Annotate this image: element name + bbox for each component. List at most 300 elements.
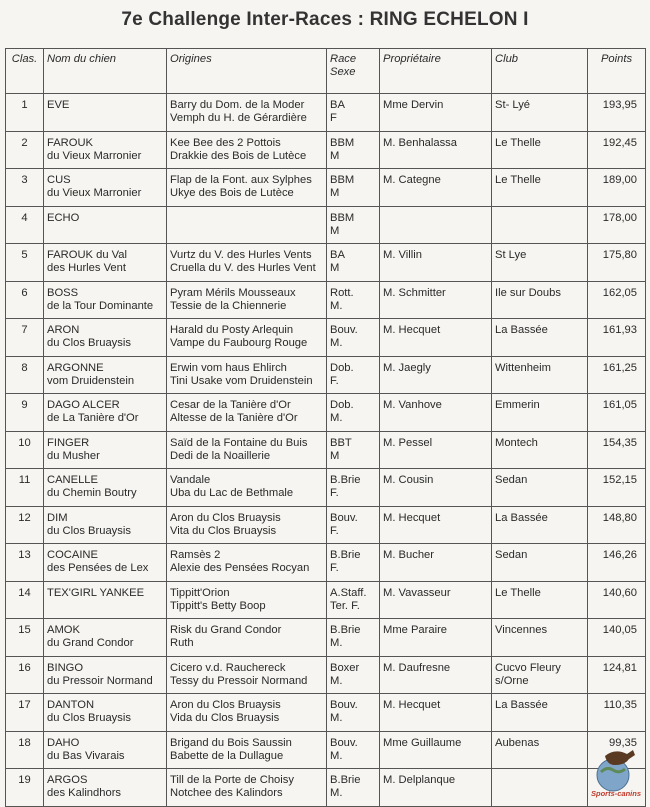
cell-nom — [44, 394, 167, 432]
cell-race-sexe-line-1: Bouv. — [330, 511, 358, 524]
cell-clas — [6, 469, 44, 507]
cell-origines — [167, 244, 327, 282]
cell-clas-line-1: 4 — [21, 211, 28, 224]
cell-points — [588, 394, 646, 432]
cell-points-line-1: 161,25 — [602, 361, 637, 374]
cell-origines-line-1: Harald du Posty Arlequin — [170, 324, 294, 336]
cell-proprietaire — [380, 581, 492, 619]
cell-proprietaire-line-1: M. Bucher — [383, 549, 434, 561]
cell-club — [492, 356, 588, 394]
cell-race-sexe-line-1: A.Staff. — [330, 586, 367, 599]
cell-club — [492, 581, 588, 619]
cell-race-sexe — [327, 94, 380, 132]
cell-points — [588, 356, 646, 394]
cell-points-line-1: 189,00 — [602, 174, 637, 186]
cell-points-line-1: 110,35 — [603, 699, 637, 711]
cell-clas — [6, 394, 44, 432]
cell-race-sexe-line-2: M — [330, 262, 340, 274]
cell-nom — [44, 206, 167, 244]
cell-club-line-1: Cucvo Fleury — [495, 661, 561, 674]
cell-club — [492, 206, 588, 244]
cell-clas-line-1: 16 — [18, 661, 31, 674]
cell-nom — [44, 281, 167, 319]
cell-origines — [167, 94, 327, 132]
cell-nom-line-1: BINGO — [47, 661, 84, 674]
cell-club — [492, 244, 588, 282]
cell-proprietaire-line-1: M. Daufresne — [383, 661, 451, 674]
cell-race-sexe — [327, 469, 380, 507]
table-row — [6, 619, 646, 657]
cell-nom — [44, 131, 167, 169]
cell-origines-line-2: Tessy du Pressoir Normand — [170, 674, 308, 687]
cell-origines-line-2: Altesse de la Tanière d'Or — [170, 412, 298, 424]
cell-proprietaire-line-1: M. Delplanque — [383, 774, 456, 786]
cell-race-sexe — [327, 656, 380, 694]
cell-race-sexe-line-1: B.Brie — [330, 474, 361, 486]
cell-club — [492, 469, 588, 507]
cell-origines-line-2: Vampe du Faubourg Rouge — [170, 337, 308, 349]
cell-origines-line-1: Tippitt'Orion — [170, 586, 230, 599]
cell-points — [588, 619, 646, 657]
cell-origines-line-2: Tessie de la Chiennerie — [170, 299, 287, 312]
cell-clas — [6, 694, 44, 732]
cell-origines — [167, 694, 327, 732]
cell-points — [588, 131, 646, 169]
cell-clas-line-1: 11 — [18, 474, 31, 486]
cell-clas-line-1: 15 — [18, 624, 31, 636]
cell-race-sexe — [327, 506, 380, 544]
cell-nom-line-1: COCAINE — [47, 549, 98, 561]
cell-race-sexe-line-2: M — [330, 149, 340, 162]
header-club: Club — [492, 49, 588, 94]
cell-nom — [44, 469, 167, 507]
cell-club — [492, 394, 588, 432]
cell-club-line-1: Le Thelle — [495, 174, 541, 186]
cell-nom-line-2: des Hurles Vent — [47, 262, 126, 274]
cell-clas-line-1: 19 — [18, 774, 31, 786]
cell-club — [492, 769, 588, 807]
cell-nom-line-2: des Pensées de Lex — [47, 562, 149, 574]
cell-origines-line-2: Drakkie des Bois de Lutèce — [170, 149, 307, 162]
header-points: Points — [588, 49, 646, 94]
cell-club-line-1: Emmerin — [495, 399, 540, 411]
cell-club-line-1: Vincennes — [495, 624, 548, 636]
cell-race-sexe-line-1: Bouv. — [330, 736, 358, 749]
cell-proprietaire — [380, 656, 492, 694]
cell-origines-line-2: Vemph du H. de Gérardière — [170, 112, 307, 124]
cell-proprietaire-line-1: M. Jaegly — [383, 361, 431, 374]
cell-proprietaire — [380, 394, 492, 432]
header-race: Race — [330, 53, 357, 65]
cell-nom-line-2: du Pressoir Normand — [47, 674, 153, 687]
cell-origines-line-2: Vita du Clos Bruaysis — [170, 524, 277, 537]
cell-proprietaire — [380, 694, 492, 732]
cell-origines-line-2: Tippitt's Betty Boop — [170, 599, 266, 612]
cell-clas — [6, 656, 44, 694]
cell-nom — [44, 319, 167, 357]
cell-nom — [44, 619, 167, 657]
cell-clas — [6, 244, 44, 282]
cell-clas — [6, 769, 44, 807]
cell-points-line-1: 192,45 — [602, 136, 637, 149]
cell-race-sexe-line-2: M. — [330, 787, 343, 799]
cell-race-sexe — [327, 694, 380, 732]
cell-race-sexe-line-2: F. — [330, 562, 339, 574]
cell-points-line-1: 140,60 — [602, 586, 637, 599]
cell-proprietaire-line-1: M. Hecquet — [383, 511, 441, 524]
table-row — [6, 469, 646, 507]
cell-nom — [44, 431, 167, 469]
cell-race-sexe-line-2: M. — [330, 674, 343, 687]
cell-clas-line-1: 13 — [18, 549, 31, 561]
cell-race-sexe — [327, 244, 380, 282]
cell-origines-line-2: Dedi de la Noaillerie — [170, 449, 271, 462]
cell-race-sexe-line-2: Ter. F. — [330, 599, 360, 612]
cell-race-sexe — [327, 131, 380, 169]
cell-race-sexe-line-2: F. — [330, 487, 339, 499]
cell-nom-line-1: TEX'GIRL YANKEE — [47, 586, 145, 599]
cell-origines-line-2: Tini Usake vom Druidenstein — [170, 374, 313, 387]
cell-nom-line-1: DANTON — [47, 699, 95, 711]
cell-club-line-1: Montech — [495, 436, 538, 449]
cell-club-line-1: Wittenheim — [495, 361, 551, 374]
cell-proprietaire — [380, 281, 492, 319]
table-row — [6, 394, 646, 432]
cell-origines-line-1: Ramsès 2 — [170, 549, 221, 561]
cell-race-sexe-line-1: Dob. — [330, 361, 354, 374]
cell-nom-line-1: ARGOS — [47, 774, 88, 786]
cell-proprietaire-line-1: M. Vavasseur — [383, 586, 451, 599]
cell-race-sexe — [327, 319, 380, 357]
cell-race-sexe-line-2: M. — [330, 412, 343, 424]
cell-proprietaire — [380, 431, 492, 469]
cell-clas — [6, 169, 44, 207]
cell-proprietaire-line-1: Mme Dervin — [383, 99, 444, 111]
header-sexe: Sexe — [330, 66, 356, 78]
cell-points-line-1: 162,05 — [602, 286, 637, 299]
cell-clas — [6, 131, 44, 169]
cell-origines-line-1: Vandale — [170, 474, 211, 486]
cell-nom-line-2: du Clos Bruaysis — [47, 524, 131, 537]
cell-points — [588, 431, 646, 469]
cell-race-sexe — [327, 619, 380, 657]
cell-nom — [44, 244, 167, 282]
cell-nom-line-1: EVE — [47, 99, 70, 111]
cell-race-sexe-line-1: BA — [330, 249, 345, 261]
cell-points — [588, 694, 646, 732]
cell-clas — [6, 319, 44, 357]
cell-club — [492, 131, 588, 169]
cell-race-sexe-line-1: BBM — [330, 174, 355, 186]
cell-points — [588, 506, 646, 544]
cell-points — [588, 281, 646, 319]
cell-points — [588, 244, 646, 282]
cell-race-sexe — [327, 544, 380, 582]
cell-race-sexe-line-1: B.Brie — [330, 549, 361, 561]
cell-club — [492, 544, 588, 582]
cell-proprietaire — [380, 206, 492, 244]
cell-nom-line-2: de la Tour Dominante — [47, 299, 154, 312]
cell-points-line-1: 124,81 — [602, 661, 637, 674]
cell-nom-line-2: vom Druidenstein — [47, 374, 135, 387]
cell-clas — [6, 281, 44, 319]
cell-race-sexe — [327, 731, 380, 769]
cell-clas-line-1: 8 — [21, 361, 28, 374]
cell-nom-line-1: FAROUK — [47, 136, 94, 149]
table-row — [6, 319, 646, 357]
cell-proprietaire-line-1: M. Hecquet — [383, 699, 441, 711]
table-row — [6, 656, 646, 694]
cell-proprietaire-line-1: Mme Guillaume — [383, 736, 462, 749]
results-table — [5, 48, 646, 807]
cell-race-sexe-line-1: BBT — [330, 436, 352, 449]
table-row — [6, 281, 646, 319]
table-row — [6, 769, 646, 807]
cell-club-line-1: St- Lyé — [495, 99, 531, 111]
cell-race-sexe-line-1: BA — [330, 99, 345, 111]
cell-nom-line-2: des Kalindhors — [47, 787, 122, 799]
cell-race-sexe-line-2: F. — [330, 524, 339, 537]
cell-points-line-1: 161,93 — [602, 324, 637, 336]
table-row — [6, 544, 646, 582]
cell-club-line-1: Sedan — [495, 549, 528, 561]
cell-points-line-1: 161,05 — [602, 399, 637, 411]
cell-proprietaire — [380, 506, 492, 544]
cell-origines — [167, 619, 327, 657]
cell-clas-line-1: 5 — [21, 249, 28, 261]
page-title: 7e Challenge Inter-Races : RING ECHELON I — [121, 9, 529, 30]
cell-nom-line-1: BOSS — [47, 286, 79, 299]
cell-race-sexe-line-1: BBM — [330, 211, 355, 224]
cell-club — [492, 619, 588, 657]
cell-club-line-1: Ile sur Doubs — [495, 286, 561, 299]
cell-club — [492, 94, 588, 132]
cell-race-sexe — [327, 356, 380, 394]
table-row — [6, 169, 646, 207]
cell-club-line-1: St Lye — [495, 249, 527, 261]
cell-origines-line-1: Barry du Dom. de la Moder — [170, 99, 305, 111]
cell-clas-line-1: 18 — [18, 736, 31, 749]
cell-proprietaire — [380, 469, 492, 507]
cell-clas-line-1: 6 — [21, 286, 28, 299]
cell-club — [492, 319, 588, 357]
header-clas: Clas. — [6, 49, 44, 94]
cell-nom — [44, 544, 167, 582]
cell-proprietaire-line-1: M. Vanhove — [383, 399, 442, 411]
cell-clas — [6, 544, 44, 582]
cell-nom-line-1: ECHO — [47, 211, 80, 224]
table-row — [6, 694, 646, 732]
cell-clas — [6, 94, 44, 132]
cell-nom-line-2: de La Tanière d'Or — [47, 412, 139, 424]
table-row — [6, 506, 646, 544]
cell-proprietaire — [380, 356, 492, 394]
cell-origines-line-1: Saïd de la Fontaine du Buis — [170, 436, 308, 449]
cell-nom — [44, 769, 167, 807]
cell-origines-line-2: Uba du Lac de Bethmale — [170, 487, 294, 499]
cell-club-line-1: Le Thelle — [495, 136, 541, 149]
cell-nom — [44, 581, 167, 619]
table-row — [6, 581, 646, 619]
cell-race-sexe — [327, 206, 380, 244]
cell-origines — [167, 469, 327, 507]
cell-club — [492, 506, 588, 544]
cell-clas — [6, 731, 44, 769]
cell-points — [588, 169, 646, 207]
cell-origines-line-2: Notchee des Kalindors — [170, 787, 283, 799]
cell-nom-line-2: du Grand Condor — [47, 637, 134, 649]
cell-race-sexe-line-2: M — [330, 449, 340, 462]
cell-race-sexe-line-1: Boxer — [330, 661, 360, 674]
cell-race-sexe-line-2: F — [330, 112, 337, 124]
header-race-sexe — [327, 49, 380, 94]
cell-clas-line-1: 12 — [18, 511, 31, 524]
table-row — [6, 131, 646, 169]
cell-nom — [44, 94, 167, 132]
cell-club — [492, 431, 588, 469]
cell-race-sexe-line-2: M — [330, 187, 340, 199]
header-nom: Nom du chien — [44, 49, 167, 94]
cell-clas — [6, 431, 44, 469]
cell-points — [588, 581, 646, 619]
cell-origines — [167, 281, 327, 319]
cell-proprietaire — [380, 731, 492, 769]
cell-origines — [167, 319, 327, 357]
cell-origines — [167, 581, 327, 619]
cell-origines — [167, 656, 327, 694]
cell-clas-line-1: 1 — [21, 99, 28, 111]
cell-origines — [167, 731, 327, 769]
cell-proprietaire-line-1: M. Categne — [383, 174, 441, 186]
cell-points — [588, 469, 646, 507]
cell-nom — [44, 356, 167, 394]
table-header-row — [6, 49, 646, 94]
cell-nom-line-2: du Clos Bruaysis — [47, 712, 131, 724]
cell-origines-line-1: Aron du Clos Bruaysis — [170, 699, 281, 711]
header-origines: Origines — [167, 49, 327, 94]
cell-race-sexe-line-2: M. — [330, 299, 343, 312]
cell-origines-line-2: Cruella du V. des Hurles Vent — [170, 262, 316, 274]
cell-origines — [167, 356, 327, 394]
cell-proprietaire — [380, 619, 492, 657]
sports-canins-logo — [587, 742, 645, 798]
cell-nom-line-1: ARON — [47, 324, 80, 336]
cell-proprietaire — [380, 319, 492, 357]
cell-origines-line-1: Flap de la Font. aux Sylphes — [170, 174, 312, 186]
cell-points-line-1: 140,05 — [602, 624, 637, 636]
cell-race-sexe — [327, 281, 380, 319]
cell-origines-line-2: Babette de la Dullague — [170, 749, 284, 762]
cell-club — [492, 731, 588, 769]
cell-club-line-1: La Bassée — [495, 324, 548, 336]
cell-race-sexe — [327, 394, 380, 432]
cell-nom-line-1: CANELLE — [47, 474, 98, 486]
cell-clas-line-1: 9 — [21, 399, 28, 411]
cell-club-line-1: Sedan — [495, 474, 528, 486]
cell-nom-line-1: DIM — [47, 511, 68, 524]
cell-points-line-1: 193,95 — [602, 99, 637, 111]
cell-points-line-1: 99,35 — [609, 736, 637, 749]
cell-nom-line-2: du Vieux Marronier — [47, 187, 142, 199]
cell-nom — [44, 656, 167, 694]
cell-clas-line-1: 7 — [21, 324, 28, 336]
cell-nom-line-2: du Clos Bruaysis — [47, 337, 131, 349]
cell-race-sexe-line-2: M — [330, 224, 340, 237]
cell-clas-line-1: 14 — [18, 586, 31, 599]
cell-origines-line-2: Vida du Clos Bruaysis — [170, 712, 280, 724]
cell-clas — [6, 206, 44, 244]
cell-origines — [167, 394, 327, 432]
cell-race-sexe-line-1: Dob. — [330, 399, 354, 411]
cell-race-sexe-line-1: Bouv. — [330, 324, 358, 336]
cell-proprietaire — [380, 94, 492, 132]
cell-origines — [167, 544, 327, 582]
cell-nom — [44, 694, 167, 732]
cell-origines — [167, 169, 327, 207]
cell-points-line-1: 154,35 — [602, 436, 637, 449]
cell-nom-line-1: CUS — [47, 174, 71, 186]
cell-race-sexe — [327, 581, 380, 619]
cell-race-sexe-line-1: Rott. — [330, 286, 354, 299]
cell-points-line-1: 175,80 — [602, 249, 637, 261]
cell-origines-line-1: Risk du Grand Condor — [170, 624, 282, 636]
cell-origines-line-1: Vurtz du V. des Hurles Vents — [170, 249, 312, 261]
cell-club — [492, 169, 588, 207]
cell-club-line-1: La Bassée — [495, 511, 548, 524]
cell-origines-line-1: Aron du Clos Bruaysis — [170, 511, 281, 524]
cell-origines-line-1: Pyram Mérils Mousseaux — [170, 286, 296, 299]
cell-origines-line-2: Ruth — [170, 637, 194, 649]
cell-club — [492, 281, 588, 319]
cell-proprietaire — [380, 244, 492, 282]
cell-race-sexe-line-2: M. — [330, 337, 343, 349]
cell-origines-line-1: Cicero v.d. Rauchereck — [170, 661, 286, 674]
cell-nom-line-1: ARGONNE — [47, 361, 104, 374]
header-proprietaire: Propriétaire — [380, 49, 492, 94]
cell-points-line-1: 152,15 — [602, 474, 637, 486]
cell-nom — [44, 169, 167, 207]
cell-origines-line-1: Brigand du Bois Saussin — [170, 736, 292, 749]
cell-race-sexe-line-2: M. — [330, 749, 343, 762]
cell-proprietaire-line-1: M. Cousin — [383, 474, 434, 486]
cell-origines-line-2: Ukye des Bois de Lutèce — [170, 187, 294, 199]
cell-clas-line-1: 3 — [21, 174, 28, 186]
cell-proprietaire-line-1: M. Benhalassa — [383, 136, 458, 149]
cell-origines-line-1: Cesar de la Tanière d'Or — [170, 399, 291, 411]
cell-race-sexe — [327, 431, 380, 469]
cell-nom-line-1: AMOK — [47, 624, 80, 636]
cell-club — [492, 656, 588, 694]
cell-points — [588, 319, 646, 357]
cell-race-sexe — [327, 169, 380, 207]
cell-nom — [44, 506, 167, 544]
cell-clas-line-1: 2 — [21, 136, 28, 149]
cell-clas — [6, 356, 44, 394]
cell-race-sexe-line-2: M. — [330, 637, 343, 649]
cell-nom-line-2: du Bas Vivarais — [47, 749, 125, 762]
cell-nom — [44, 731, 167, 769]
cell-proprietaire — [380, 131, 492, 169]
cell-points — [588, 656, 646, 694]
cell-proprietaire — [380, 169, 492, 207]
table-row — [6, 356, 646, 394]
cell-clas — [6, 506, 44, 544]
cell-origines — [167, 431, 327, 469]
cell-origines — [167, 131, 327, 169]
cell-clas — [6, 619, 44, 657]
cell-proprietaire-line-1: M. Schmitter — [383, 286, 446, 299]
cell-race-sexe — [327, 769, 380, 807]
